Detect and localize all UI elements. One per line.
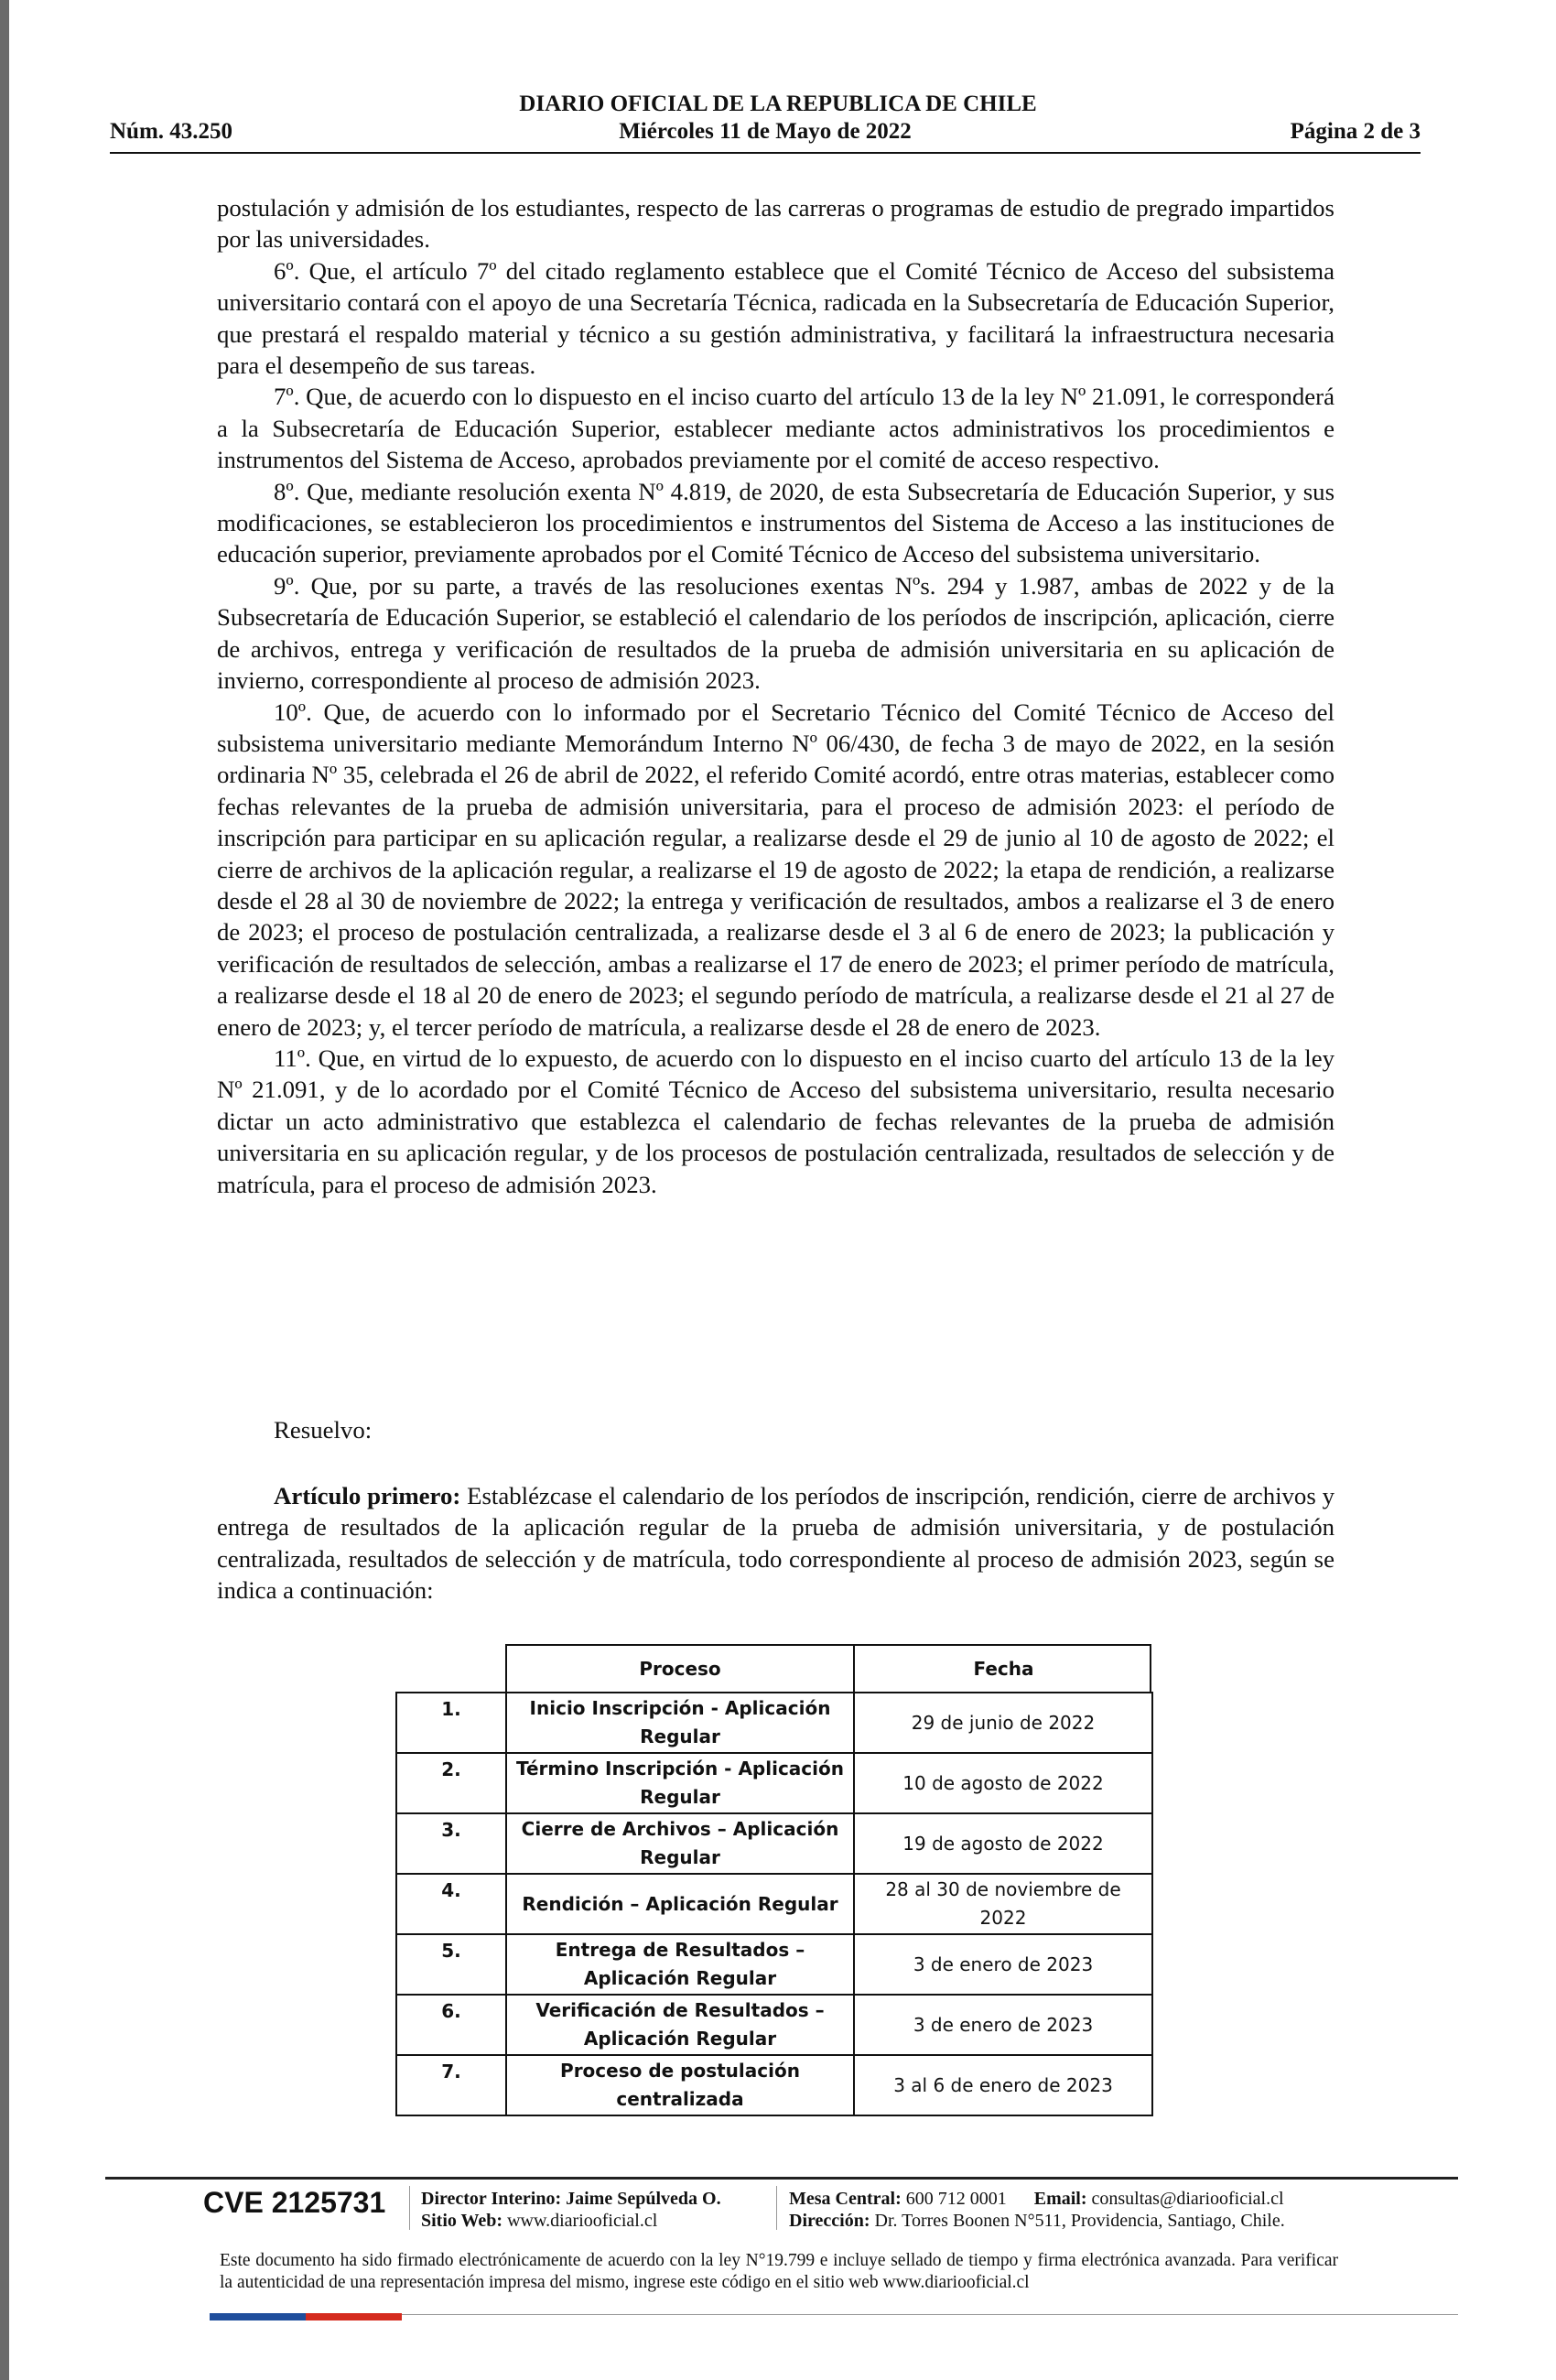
row-number: 5.	[396, 1934, 506, 1995]
articulo-text: Establézcase el calendario de los períodos de inscripción, rendición, cierre de archivos y entrega de resultados de la aplicación regular de la prueba de admisión universitaria, y de postulación centralizada, resultados de selección y de matrícula, todo correspondiente al proceso de admisión 2023, según se indica a continuación:	[217, 1482, 1334, 1605]
articulo-primero	[217, 1480, 1334, 1606]
paragraph-9: 9º. Que, por su parte, a través de las resoluciones exentas Nºs. 294 y 1.987, ambas de 2022 y de la Subsecretaría de Educación Superior, se estableció el calendario de los períodos de inscripción, aplicación, cierre de archivos, entrega y verificación de resultados de la prueba de admisión universitaria en su aplicación de invierno, correspondiente al proceso de admisión 2023.	[217, 571, 1334, 695]
row-fecha: 29 de junio de 2022	[854, 1693, 1152, 1753]
paragraph-7: 7º. Que, de acuerdo con lo dispuesto en el inciso cuarto del artículo 13 de la ley Nº 21.091, le corresponderá a la Subsecretaría de Educación Superior, establecer mediante actos administrativos los procedimientos e instrumentos del Sistema de Acceso, aprobados previamente por el comité de acceso respectivo.	[217, 383, 1334, 474]
director-label: Director Interino:	[421, 2189, 562, 2209]
table-row	[396, 1874, 1152, 1934]
paragraph-10: 10º. Que, de acuerdo con lo informado por el Secretario Técnico del Comité Técnico de Acceso del subsistema universitario mediante Memorándum Interno Nº 06/430, de fecha 3 de mayo de 2022, en la sesión ordinaria Nº 35, celebrada el 26 de abril de 2022, el referido Comité acordó, entre otras materias, establecer como fechas relevantes de la prueba de admisión universitaria, para el proceso de admisión 2023: el período de inscripción para participar en su aplicación regular, a realizarse desde el 29 de junio al 10 de agosto de 2022; el cierre de archivos de la aplicación regular, a realizarse el 19 de agosto de 2022; la etapa de rendición, a realizarse desde el 28 al 30 de noviembre de 2022; la entrega y verificación de resultados, ambos a realizarse el 3 de enero de 2023; el proceso de postulación centralizada, a realizarse desde el 3 al 6 de enero de 2023; la publicación y verificación de resultados de selección, ambas a realizarse el 17 de enero de 2023; el primer período de matrícula, a realizarse desde el 18 al 20 de enero de 2023; el segundo período de matrícula, a realizarse desde el 21 al 27 de enero de 2023; y, el tercer período de matrícula, a realizarse desde el 28 de enero de 2023.	[217, 698, 1334, 1041]
mesa-phone: 600 712 0001	[905, 2189, 1007, 2209]
table-row	[396, 1934, 1152, 1995]
gazette-title: DIARIO OFICIAL DE LA REPUBLICA DE CHILE	[519, 92, 1037, 116]
table-row	[396, 2055, 1152, 2115]
proceso-header: Proceso	[506, 1646, 854, 1693]
table-row	[396, 1693, 1152, 1753]
paragraph-8: 8º. Que, mediante resolución exenta Nº 4.819, de 2020, de esta Subsecretaría de Educación Superior, y sus modificaciones, se establecieron los procedimientos e instrumentos del Sistema de Acceso a las instituciones de educación superior, previamente aprobados por el Comité Técnico de Acceso del subsistema universitario.	[217, 477, 1334, 568]
paragraph-6: 6º. Que, el artículo 7º del citado reglamento establece que el Comité Técnico de Acceso del subsistema universitario contará con el apoyo de una Secretaría Técnica, radicada en la Subsecretaría de Educación Superior, que prestará el respaldo material y técnico a su gestión administrativa, y facilitará la infraestructura necesaria para el desempeño de sus tareas.	[217, 256, 1334, 380]
footer-contact-block	[789, 2188, 1285, 2232]
flag-color-bar	[210, 2313, 402, 2320]
footer-director-block	[421, 2188, 721, 2232]
cve-code: CVE 2125731	[203, 2186, 386, 2219]
header-date: Miércoles 11 de Mayo de 2022	[619, 119, 912, 144]
row-number: 4.	[396, 1874, 506, 1934]
row-number: 6.	[396, 1995, 506, 2055]
email-label: Email:	[1033, 2189, 1087, 2209]
web-label: Sitio Web:	[421, 2211, 503, 2231]
mesa-label: Mesa Central:	[789, 2189, 902, 2209]
row-fecha: 10 de agosto de 2022	[854, 1753, 1152, 1813]
footer-separator	[409, 2186, 410, 2230]
table-row	[396, 1995, 1152, 2055]
paragraph-5-end: postulación y admisión de los estudiantes, respecto de las carreras o programas de estudio de pregrado impartidos por las universidades.	[217, 194, 1334, 254]
row-number: 7.	[396, 2055, 506, 2115]
row-fecha: 19 de agosto de 2022	[854, 1813, 1152, 1874]
footer-separator	[776, 2186, 777, 2230]
direccion-address: Dr. Torres Boonen N°511, Providencia, Santiago, Chile.	[874, 2211, 1285, 2231]
row-proceso: Rendición – Aplicación Regular	[506, 1874, 854, 1934]
footer-bottom-rule	[402, 2314, 1458, 2315]
table-row	[396, 1753, 1152, 1813]
signature-notice: Este documento ha sido firmado electrónicamente de acuerdo con la ley N°19.799 e incluye sellado de tiempo y firma electrónica avanzada. Para verificar la autenticidad de una representación impresa del mismo, ingrese este código en el sitio web www.diariooficial.cl	[220, 2251, 1338, 2292]
row-proceso: Término Inscripción - Aplicación Regular	[506, 1753, 854, 1813]
fecha-header: Fecha	[854, 1646, 1152, 1693]
issue-number: Núm. 43.250	[110, 119, 233, 144]
num-header	[396, 1646, 506, 1693]
flag-segment-blue	[258, 2313, 307, 2320]
calendar-table	[395, 1646, 1153, 2116]
row-number: 1.	[396, 1693, 506, 1753]
row-fecha: 3 de enero de 2023	[854, 1995, 1152, 2055]
row-proceso: Verificación de Resultados – Aplicación Regular	[506, 1995, 854, 2055]
direccion-label: Dirección:	[789, 2211, 870, 2231]
table-row	[396, 1813, 1152, 1874]
row-proceso: Proceso de postulación centralizada	[506, 2055, 854, 2115]
row-number: 2.	[396, 1753, 506, 1813]
row-proceso: Entrega de Resultados – Aplicación Regular	[506, 1934, 854, 1995]
website-link[interactable]: www.diariooficial.cl	[507, 2211, 658, 2231]
header-rule	[110, 152, 1421, 154]
document-body	[217, 192, 1334, 1200]
row-number: 3.	[396, 1813, 506, 1874]
row-fecha: 3 al 6 de enero de 2023	[854, 2055, 1152, 2115]
row-proceso: Cierre de Archivos – Aplicación Regular	[506, 1813, 854, 1874]
flag-segment-blue	[210, 2313, 258, 2320]
resuelvo-heading: Resuelvo:	[274, 1416, 373, 1444]
row-fecha: 3 de enero de 2023	[854, 1934, 1152, 1995]
page-number: Página 2 de 3	[1290, 119, 1421, 144]
director-name: Jaime Sepúlveda O.	[566, 2189, 721, 2209]
flag-segment-red	[354, 2313, 403, 2320]
table-header-row	[396, 1646, 1152, 1693]
email-link[interactable]: consultas@diariooficial.cl	[1091, 2189, 1284, 2209]
flag-segment-red	[306, 2313, 354, 2320]
articulo-label: Artículo primero:	[274, 1482, 461, 1509]
paragraph-11: 11º. Que, en virtud de lo expuesto, de acuerdo con lo dispuesto en el inciso cuarto del artículo 13 de la ley Nº 21.091, y de lo acordado por el Comité Técnico de Acceso del subsistema universitario, resulta necesario dictar un acto administrativo que establezca el calendario de fechas relevantes de la prueba de admisión universitaria en su aplicación regular, y de los procesos de postulación centralizada, resultados de selección y de matrícula, para el proceso de admisión 2023.	[217, 1044, 1334, 1198]
footer-rule	[105, 2177, 1458, 2180]
row-fecha: 28 al 30 de noviembre de 2022	[854, 1874, 1152, 1934]
header-row	[110, 119, 1421, 148]
row-proceso: Inicio Inscripción - Aplicación Regular	[506, 1693, 854, 1753]
